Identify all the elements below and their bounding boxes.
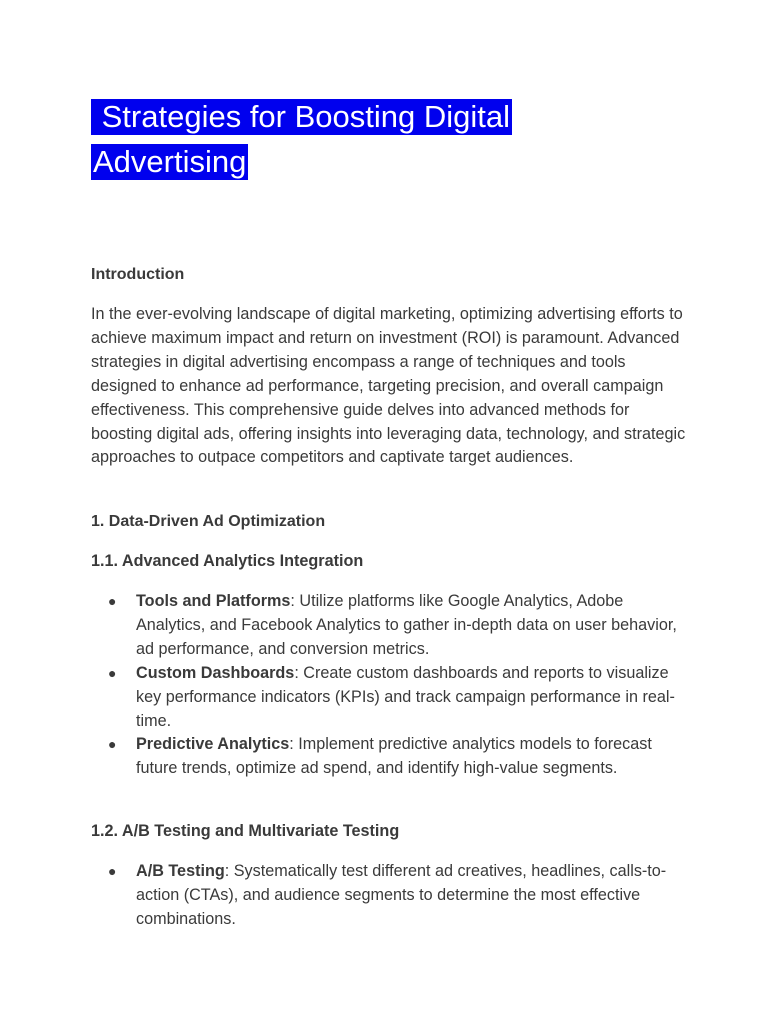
list-item (91, 590, 691, 662)
bullet-icon: ● (108, 863, 117, 879)
list-item-text: : Utilize platforms like Google Analytics, Adobe Analytics, and Facebook Analytics to gather in-depth data on user behavior, ad performance, and conversion metrics. (136, 592, 677, 658)
introduction-heading: Introduction (91, 266, 185, 283)
list-item-term: Predictive Analytics (136, 735, 290, 754)
list-item-term: Custom Dashboards (136, 663, 295, 682)
document-title-highlight (91, 99, 512, 180)
list-item-text: : Create custom dashboards and reports to visualize key performance indicators (KPIs) and track campaign performance in real-time. (136, 663, 675, 730)
bullet-icon: ● (108, 593, 117, 609)
list-item (91, 662, 691, 734)
list-item-term: Tools and Platforms (136, 592, 291, 610)
list-item (91, 733, 691, 781)
document-title (91, 94, 651, 184)
subsection-1-2-list (91, 860, 691, 932)
section-1-heading: 1. Data-Driven Ad Optimization (91, 513, 326, 530)
list-item-term: A/B Testing (136, 862, 225, 880)
list-item (91, 860, 691, 932)
bullet-icon: ● (108, 736, 117, 753)
document-title-text: Strategies for Boosting Digital Advertising (93, 99, 510, 179)
subsection-1-1-list (91, 590, 691, 781)
bullet-icon: ● (108, 664, 117, 681)
subsection-1-1-heading: 1.1. Advanced Analytics Integration (91, 552, 364, 570)
subsection-1-2-heading: 1.2. A/B Testing and Multivariate Testing (91, 822, 400, 840)
list-item-text: : Implement predictive analytics models to forecast future trends, optimize ad spend, and identify high-value segments. (136, 735, 652, 778)
introduction-paragraph: In the ever-evolving landscape of digital marketing, optimizing advertising efforts to achieve maximum impact and return on investment (ROI) is paramount. Advanced strategies in digital advertising encompass a range of techniques and tools designed to enhance ad performance, targeting precision, and overall campaign effectiveness. This comprehensive guide delves into advanced methods for boosting digital ads, offering insights into leveraging data, technology, and strategic approaches to outpace competitors and captivate target audiences. (91, 305, 686, 467)
list-item-text: : Systematically test different ad creatives, headlines, calls-to-action (CTAs), and audience segments to determine the most effective combinations. (136, 862, 667, 928)
